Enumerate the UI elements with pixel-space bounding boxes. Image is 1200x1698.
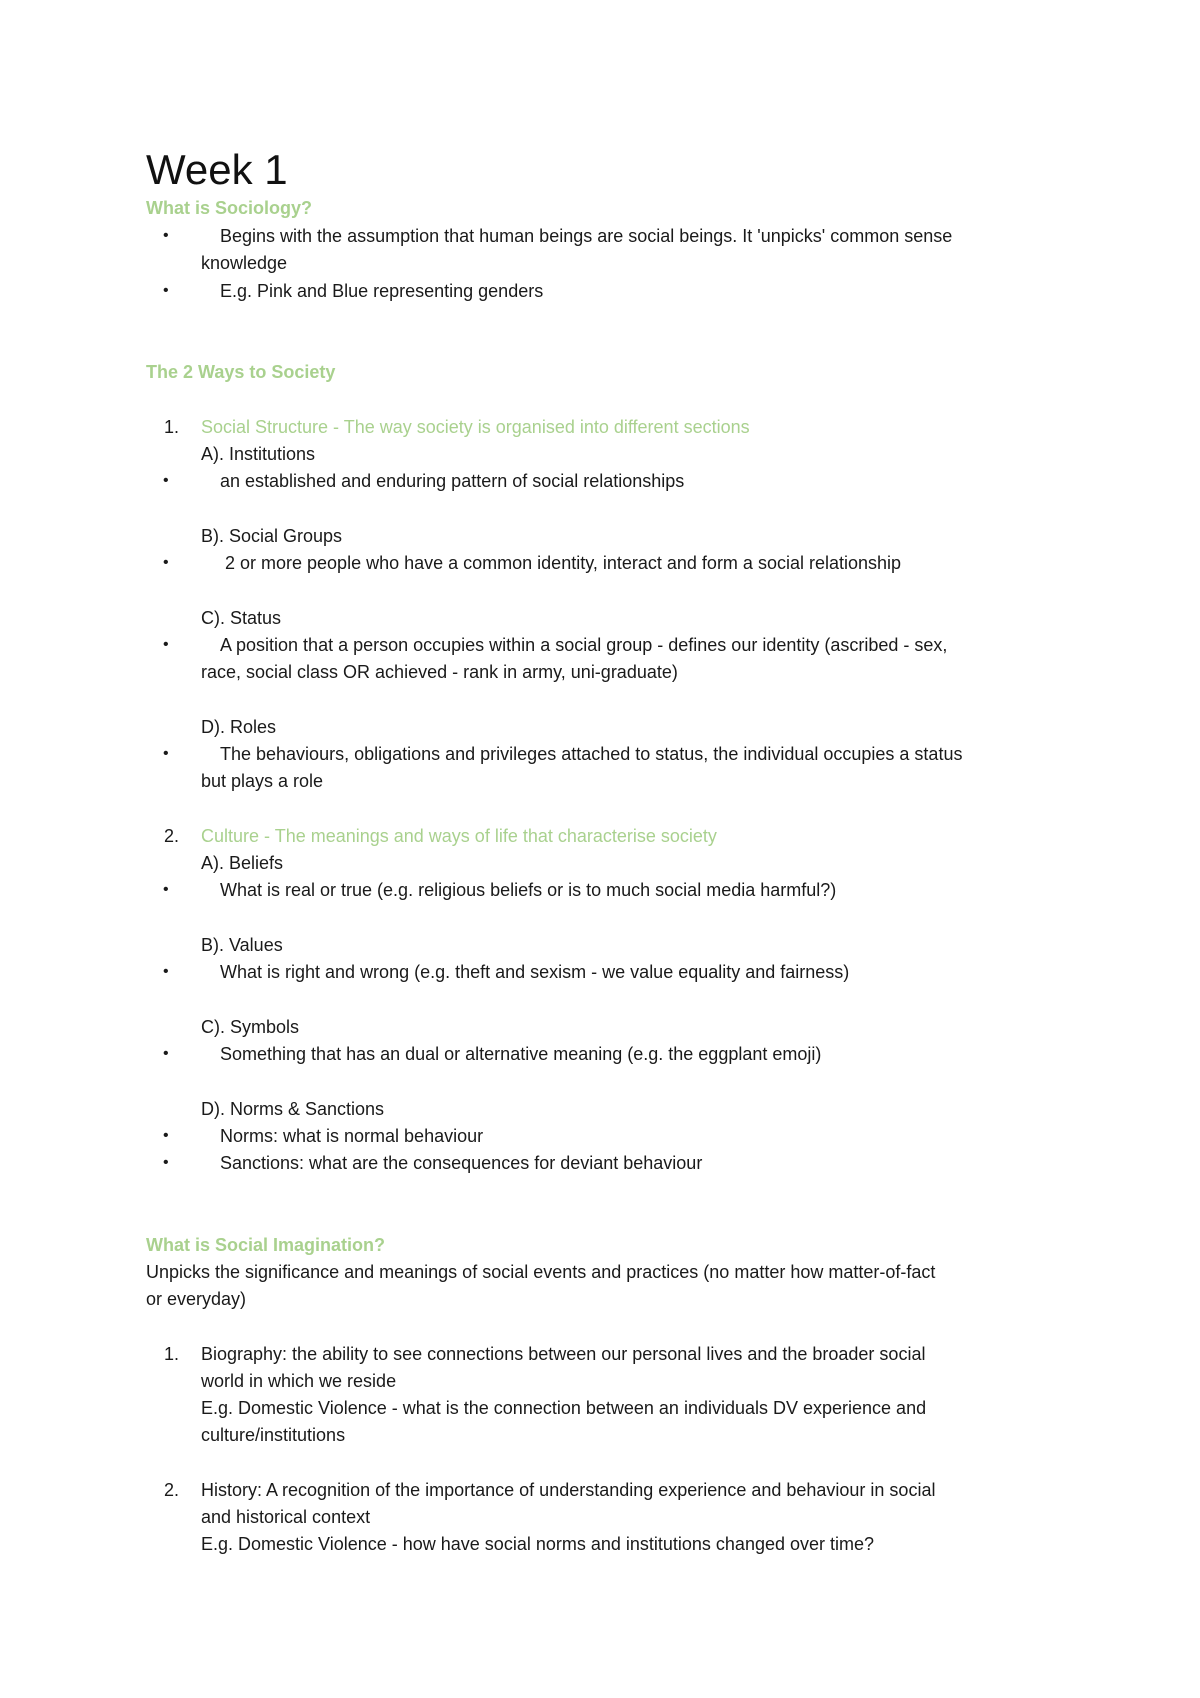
list-item: What is real or true (e.g. religious beliefs or is to much social media harmful?) [220, 880, 837, 900]
list-item-continuation: and historical context [201, 1507, 371, 1527]
list-item: Sanctions: what are the consequences for deviant behaviour [220, 1153, 703, 1173]
list-number: 1. [164, 417, 180, 437]
list-number: 2. [164, 1480, 180, 1500]
section-heading-social-imagination: What is Social Imagination? [146, 1235, 386, 1255]
sublabel-norms-sanctions: D). Norms & Sanctions [201, 1099, 385, 1119]
list-item-continuation: world in which we reside [201, 1371, 397, 1391]
bullet-icon: • [163, 282, 169, 299]
sublabel-beliefs: A). Beliefs [201, 853, 284, 873]
list-item: The behaviours, obligations and privileges attached to status, the individual occupies a status [220, 744, 963, 764]
list-item: What is right and wrong (e.g. theft and sexism - we value equality and fairness) [220, 962, 850, 982]
sublabel-institutions: A). Institutions [201, 444, 316, 464]
subsection-title-culture: Culture - The meanings and ways of life that characterise society [201, 826, 717, 846]
list-item-example: E.g. Domestic Violence - how have social norms and institutions changed over time? [201, 1534, 875, 1554]
list-item-example: E.g. Domestic Violence - what is the connection between an individuals DV experience and [201, 1398, 927, 1418]
page-title: Week 1 [146, 146, 288, 193]
bullet-icon: • [163, 227, 169, 244]
paragraph-continuation: or everyday) [146, 1289, 247, 1309]
sublabel-status: C). Status [201, 608, 282, 628]
bullet-icon: • [163, 1127, 169, 1144]
section-heading-what-is-sociology: What is Sociology? [146, 198, 313, 218]
bullet-icon: • [163, 1045, 169, 1062]
bullet-icon: • [163, 963, 169, 980]
list-item-continuation: culture/institutions [201, 1425, 346, 1445]
bullet-icon: • [163, 472, 169, 489]
list-item: Biography: the ability to see connections between our personal lives and the broader social [201, 1344, 926, 1364]
list-item: A position that a person occupies within a social group - defines our identity (ascribed - sex, [220, 635, 948, 655]
bullet-icon: • [163, 1154, 169, 1171]
bullet-icon: • [163, 745, 169, 762]
list-item: Something that has an dual or alternative meaning (e.g. the eggplant emoji) [220, 1044, 822, 1064]
list-number: 2. [164, 826, 180, 846]
paragraph: Unpicks the significance and meanings of social events and practices (no matter how matter-of-fact [146, 1262, 936, 1282]
list-item-continuation: race, social class OR achieved - rank in army, uni-graduate) [201, 662, 678, 682]
sublabel-values: B). Values [201, 935, 283, 955]
list-item: Norms: what is normal behaviour [220, 1126, 484, 1146]
list-item-continuation: but plays a role [201, 771, 324, 791]
list-item: History: A recognition of the importance of understanding experience and behaviour in social [201, 1480, 936, 1500]
sublabel-symbols: C). Symbols [201, 1017, 300, 1037]
list-number: 1. [164, 1344, 180, 1364]
bullet-icon: • [163, 636, 169, 653]
sublabel-roles: D). Roles [201, 717, 277, 737]
list-item: Begins with the assumption that human beings are social beings. It 'unpicks' common sense [220, 226, 953, 246]
bullet-icon: • [163, 554, 169, 571]
list-item: an established and enduring pattern of social relationships [220, 471, 685, 491]
list-item-continuation: knowledge [201, 253, 288, 273]
sublabel-social-groups: B). Social Groups [201, 526, 343, 546]
subsection-title-social-structure: Social Structure - The way society is organised into different sections [201, 417, 750, 437]
list-item: E.g. Pink and Blue representing genders [220, 281, 544, 301]
section-heading-two-ways: The 2 Ways to Society [146, 362, 336, 382]
bullet-icon: • [163, 881, 169, 898]
list-item: 2 or more people who have a common identity, interact and form a social relationship [225, 553, 902, 573]
